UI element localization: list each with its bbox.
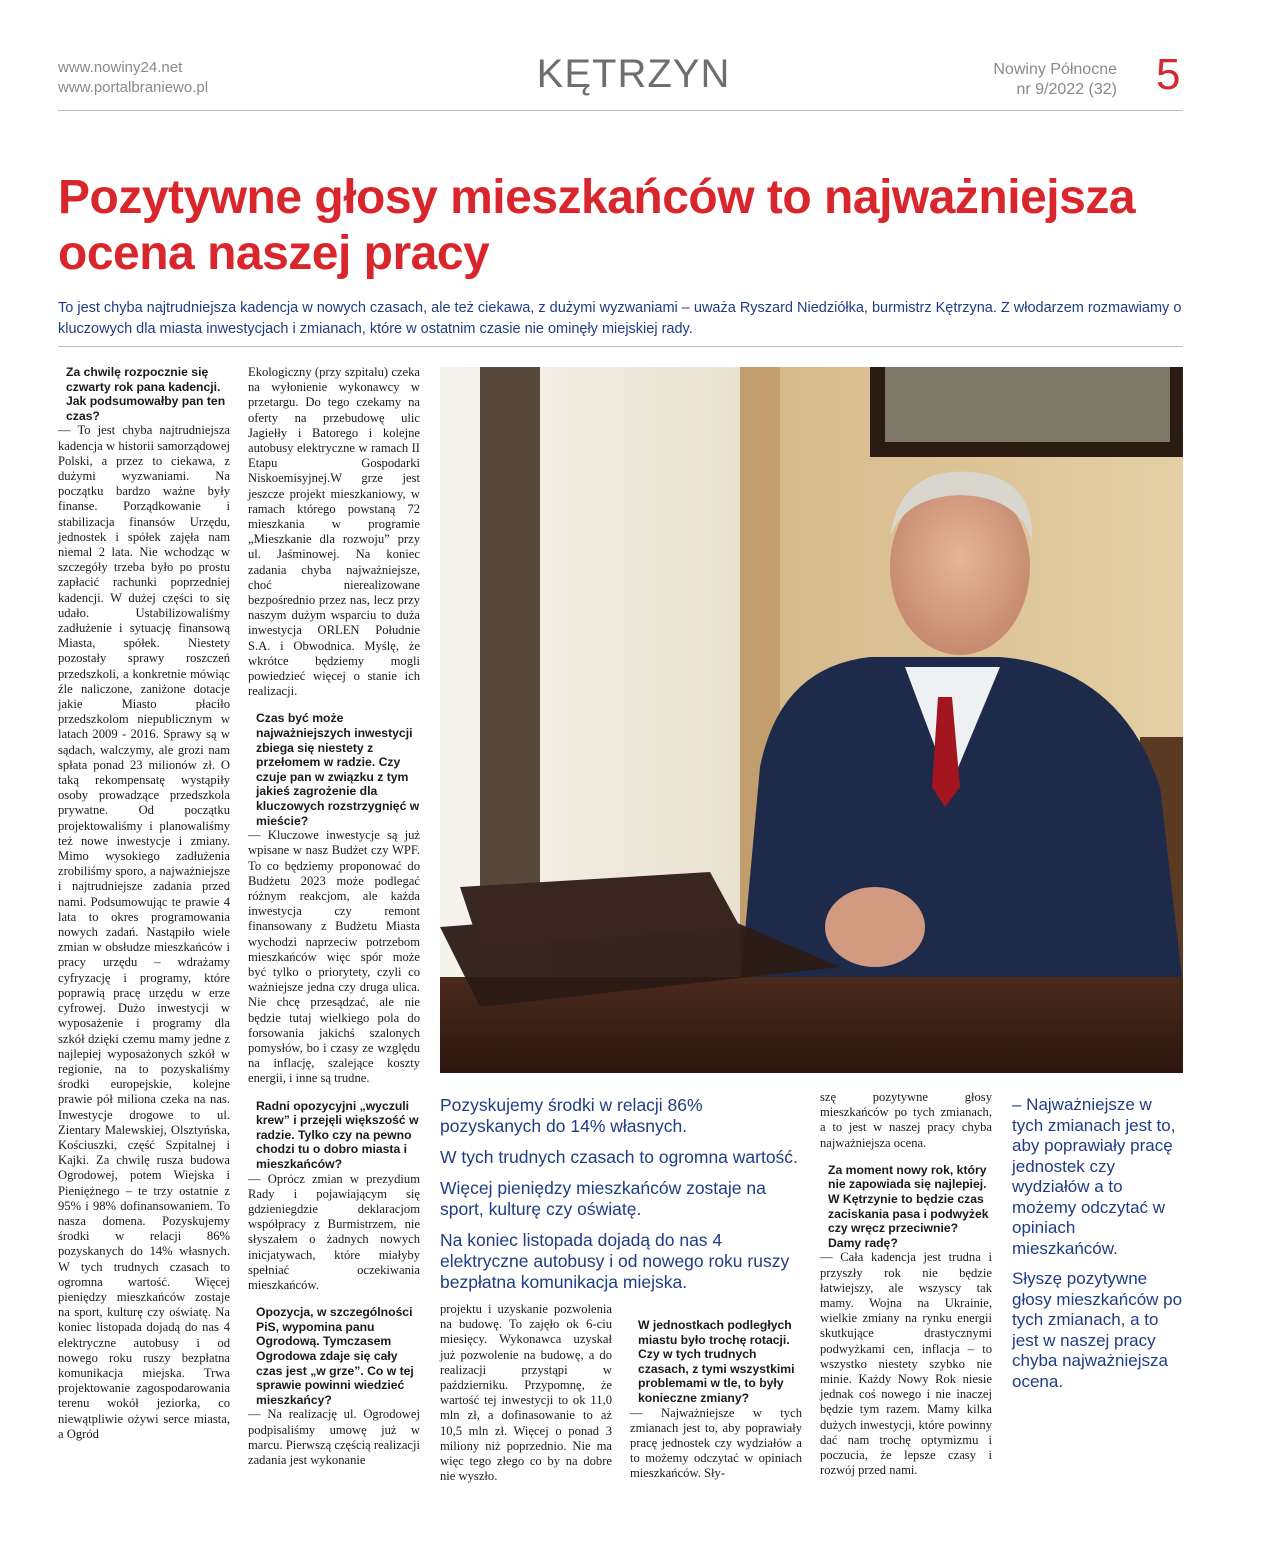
- page-number: 5: [1156, 50, 1181, 99]
- answer-5: — Najważniejsze w tych zmianach jest to, aby poprawiały pracę jednostek czy wydziałów a to możemy odczytać w opiniach mieszkańców. Sły-: [630, 1405, 802, 1481]
- article-column-2: [248, 365, 420, 1468]
- answer-3: — Oprócz zmian w prezydium Rady i pojawiającym się gdzieniegdzie deklaracjom współpracy z Burmistrzem, nie słyszałem o żadnych nowych inicjatywach, które miałyby spełniać oczekiwania mieszkańców.: [248, 1171, 420, 1293]
- pull-quote-1-line-1: Pozyskujemy środki w relacji 86% pozyskanych do 14% własnych.: [440, 1095, 703, 1136]
- pull-quote-2-line-1: – Najważniejsze w tych zmianach jest to, aby poprawiały pracę jednostek czy wydziałów a to możemy odczytać w opiniach mieszkańców.: [1012, 1095, 1176, 1258]
- url-portalbraniewo[interactable]: www.portalbraniewo.pl: [58, 79, 209, 96]
- question-5: W jednostkach podległych miastu było trochę rotacji. Czy w tych trudnych czasach, z tymi wszystkimi problemami w tle, to były konieczne zmiany?: [638, 1318, 795, 1405]
- header-divider: [58, 110, 1183, 111]
- url-nowiny24[interactable]: www.nowiny24.net: [58, 59, 183, 76]
- question-1: Za chwilę rozpocznie się czwarty rok pana kadencji. Jak podsumowałby pan ten czas?: [66, 365, 226, 423]
- article-column-4: [630, 1318, 802, 1482]
- answer-4: — Na realizację ul. Ogrodowej podpisaliśmy umowę już w marcu. Pierwszą częścią realizacji zadania jest wykonanie: [248, 1407, 421, 1468]
- article-column-1: [58, 365, 230, 1442]
- issue-number: nr 9/2022 (32): [1016, 81, 1117, 98]
- article-column-5: [820, 1090, 992, 1478]
- section-title: KĘTRZYN: [536, 52, 731, 96]
- question-3: Radni opozycyjni „wyczuli krew” i przejęli większość w radzie. Tylko czy na pewno chodzi tu o dobro miasta i mieszkańców?: [256, 1098, 419, 1172]
- answer-1-continued: Ekologiczny (przy szpitalu) czeka na wyłonienie wykonawcy w przetargu. Do tego czekamy na oferty na przebudowę ulic Jagiełły i Batorego i kolejne autobusy elektryczne w ramach II Etapu Gospodarki Niskoemisyjnej.W grze jest jeszcze projekt mieszkaniowy, w ramach którego powstaną 72 mieszkania w programie „Mieszkanie dla rozwoju” przy ul. Jaśminowej. Na koniec zadania chyba najważniejsze, choć nierealizowane bezpośrednio przez nas, lecz przy naszym dużym wsparciu to duża inwestycja ORLEN Południe S.A. i Obwodnica. Myślę, że wkrótce będziemy mogli powiedzieć więcej o stanie ich realizacji.: [248, 365, 420, 699]
- headline-line-1: Pozytywne głosy mieszkańców to najważniejsza: [58, 171, 1136, 224]
- answer-6: — Cała kadencja jest trudna i przyszły rok nie będzie łatwiejszy, ale wszyscy tak mamy. Wojna na Ukrainie, wielkie zmiany na rynku energii skutkujące drastycznymi podwyżkami cen, inflacja – to wszystko niestety szybko nie minie. Każdy Nowy Rok niesie jednak coś nowego i nie inaczej będzie tym razem. Mamy kilka dużych inwestycji, które powinny dać nam trochę optymizmu i poczucia, że lepsze czasy i rozwój przed nami.: [820, 1250, 992, 1478]
- question-2: Czas być może najważniejszych inwestycji zbiega się niestety z przełomem w radzie. Czy czuje pan w związku z tym jakieś zagrożenie dla kluczowych rozstrzygnięć w mieście?: [256, 711, 420, 828]
- lead-divider: [58, 346, 1183, 347]
- question-6: Za moment nowy rok, który nie zapowiada się najlepiej. W Kętrzynie to będzie czas zaciskania pasa i podwyżek czy wręcz przeciwnie? Damy radę?: [828, 1162, 989, 1250]
- pull-quote-2-line-2: Słyszę pozytywne głosy mieszkańców po tych zmianach, a to jest w naszej pracy chyba najważniejsza ocena.: [1012, 1269, 1183, 1391]
- headline: [58, 170, 1208, 282]
- pull-quote-2: [1012, 1095, 1184, 1402]
- question-4: Opozycja, w szczególności PiS, wypomina panu Ogrodową. Tymczasem Ogrodowa zdaje się cały czas jest „w grze”. Co w tej sprawie powinni wiedzieć mieszkańcy?: [256, 1305, 414, 1407]
- pull-quote-1-line-4: Na koniec listopada dojadą do nas 4 elektryczne autobusy i od nowego roku ruszy bezpłatna komunikacja miejska.: [440, 1230, 790, 1292]
- answer-5-continued: szę pozytywne głosy mieszkańców po tych zmianach, a to jest w naszej pracy chyba najważniejsza ocena.: [820, 1090, 992, 1150]
- paper-info: [993, 60, 1117, 100]
- answer-2: — Kluczowe inwestycje są już wpisane w nasz Budżet czy WPF. To co będziemy proponować do Budżetu 2023 może podlegać różnym reakcjom, ale każda inwestycja czy remont finansowany z Budżetu Miasta wychodzi naprzeciw potrzebom mieszkańców więc spór może być tylko o priorytety, czyli co ważniejsze jedna czy druga ulica. Nie chcę przesądzać, ale nie będzie tutaj wielkiego pola do forsowania jakichś szalonych pomysłów, bo i czasy ze względu na inflację, szalejące koszty energii, i inne są trudne.: [248, 828, 420, 1086]
- article-column-3: [440, 1302, 612, 1484]
- answer-4-continued: projektu i uzyskanie pozwolenia na budowę. To zajęło ok 6-ciu miesięcy. Wykonawca uzyskał już pozwolenie na budowę, a do realizacji przystąpi w październiku. Przypomnę, że wartość tej inwestycji to ok 11,0 mln zł, a dofinasowanie to aż 10,5 mln zł. Więcej o ponad 3 miliony niż poprzednio. Nie ma więc tego złego co by na dobre nie wyszło.: [440, 1302, 612, 1484]
- portrait-photo: [440, 367, 1183, 1073]
- paper-name: Nowiny Północne: [993, 61, 1117, 78]
- headline-line-2: ocena naszej pracy: [58, 227, 490, 280]
- pull-quote-1: [440, 1095, 802, 1303]
- pull-quote-1-line-3: Więcej pieniędzy mieszkańców zostaje na sport, kulturę czy oświatę.: [440, 1178, 766, 1219]
- pull-quote-1-line-2: W tych trudnych czasach to ogromna wartość.: [440, 1147, 798, 1167]
- lead-paragraph: To jest chyba najtrudniejsza kadencja w nowych czasach, ale też ciekawa, z dużymi wyzwaniami – uważa Ryszard Niedziółka, burmistrz Kętrzyna. Z włodarzem rozmawiamy o kluczowych dla miasta inwestycjach i zmianach, które w ostatnim czasie nie ominęły miejskiej rady.: [58, 300, 1182, 337]
- answer-1: — To jest chyba najtrudniejsza kadencja w historii samorządowej Polski, a przez to ciekawa, z dużymi wyzwaniami. Na początku bardzo ważne były finanse. Porządkowanie i stabilizacja finansów Urzędu, jednostek i spółek zajęła nam niemal 2 lata. Nie wchodząc w szczegóły trzeba było po prostu zapłacić rachunki poprzedniej kadencji. W dużej części to się udało. Ustabilizowaliśmy zadłużenie i sytuację finansową Miasta, spółek. Niestety pozostały sprawy roszczeń przedszkoli, a konkretnie mówiąc źle naliczone, zaniżone dotacje jakie Miasto płaciło przedszkolom niepublicznym w latach 2009 - 2016. Sprawy są w sądach, walczymy, ale grozi nam spłata ponad 23 milionów zł. O taką rekompensatę wystąpiły osoby prowadzące przedszkola prywatne. Od początku projektowaliśmy i planowaliśmy też nowe inwestycje i zmiany. Mimo wysokiego zadłużenia zrobiliśmy sporo, a najważniejsze i najtrudniejsze zadania przed nami. Podsumowując te prawie 4 lata to okres programowania nowych zadań. Nastąpiło wiele zmian w obsłudze mieszkańców i pracy urzędu – wdrażamy cyfryzację i programy, które poprawią pracę urzędu w erze cyfrowej. Dużo inwestycji w wyposażenie i programy dla szkół dzięki czemu mamy jedne z najlepiej wyposażonych szkół w regionie, na to pozyskaliśmy środki europejskie, kolejne prawie pół miliona czeka na nas. Inwestycje drogowe to ul. Zientary Malewskiej, Olsztyńska, Kościuszki, część Szpitalnej i Kajki. Za chwilę rusza budowa Ogrodowej, potem Wiejska i Pieniężnego – te trzy ostatnie z 95% i 98% dofinansowaniem. To nasza domena. Pozyskujemy środki w relacji 86% pozyskanych do 14% własnych. W tych trudnych czasach to ogromna wartość. Więcej pieniędzy mieszkańców zostaje na sport, kulturę czy oświatę. Na koniec listopada dojadą do nas 4 elektryczne autobusy i od nowego roku ruszy bezpłatna komunikacja miejska. Trwa projektowanie zagospodarowania terenu wokół jeziorka, co niewątpliwie ożywi serce miasta, a Ogród: [58, 423, 230, 1441]
- mayor-portrait-image: [440, 367, 1183, 1073]
